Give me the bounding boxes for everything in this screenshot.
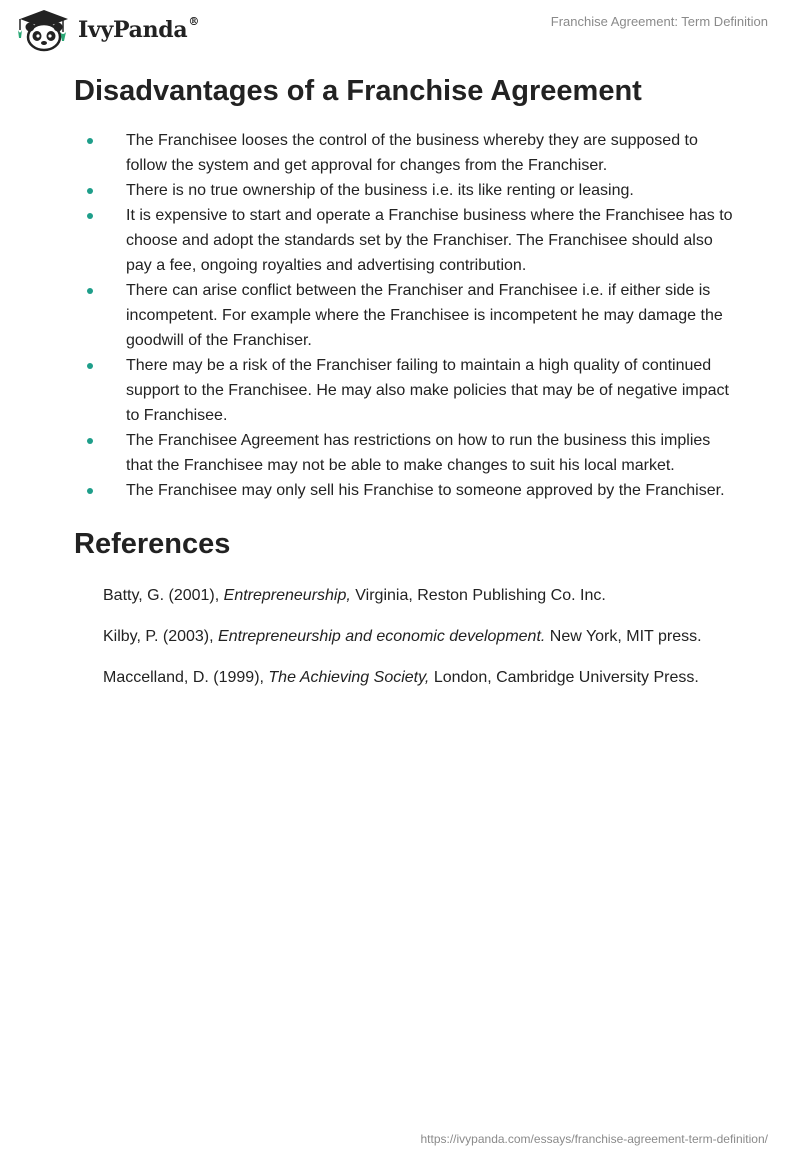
bullet-icon [87, 363, 93, 369]
bullet-icon [87, 438, 93, 444]
bullet-icon [87, 138, 93, 144]
list-item: There is no true ownership of the business i.e. its like renting or leasing. [74, 178, 734, 203]
list-item: There may be a risk of the Franchiser failing to maintain a high quality of continued support to the Franchisee. He may also make policies that may be of negative impact to Franchisee. [74, 353, 734, 428]
bullet-icon [87, 188, 93, 194]
essay-content [74, 72, 734, 706]
bullet-icon [87, 288, 93, 294]
document-title: Franchise Agreement: Term Definition [550, 14, 768, 29]
reference-item: Batty, G. (2001), Entrepreneurship, Virginia, Reston Publishing Co. Inc. [103, 587, 606, 604]
brand-name: IvyPanda® [78, 15, 200, 43]
page-header [0, 0, 800, 60]
list-item: The Franchisee Agreement has restrictions on how to run the business this implies that the Franchisee may not be able to make changes to suit his local market. [74, 428, 734, 478]
bullet-icon [87, 488, 93, 494]
list-item: There can arise conflict between the Franchiser and Franchisee i.e. if either side is incompetent. For example where the Franchisee is incompetent he may damage the goodwill of the Franchiser. [74, 278, 734, 353]
source-url-link[interactable]: https://ivypanda.com/essays/franchise-agreement-term-definition/ [420, 1132, 768, 1146]
references-heading: References [74, 528, 231, 560]
list-item: It is expensive to start and operate a Franchise business where the Franchisee has to choose and adopt the standards set by the Franchiser. The Franchisee should also pay a fee, ongoing royalties and advertising contribution. [74, 203, 734, 278]
disadvantages-heading: Disadvantages of a Franchise Agreement [74, 75, 642, 107]
panda-graduate-icon [16, 8, 72, 52]
reference-item: Maccelland, D. (1999), The Achieving Society, London, Cambridge University Press. [103, 669, 699, 686]
references-list [74, 583, 734, 690]
disadvantages-list [74, 128, 734, 503]
brand-logo[interactable] [16, 8, 199, 52]
list-item: The Franchisee looses the control of the business whereby they are supposed to follow the system and get approval for changes from the Franchiser. [74, 128, 734, 178]
bullet-icon [87, 213, 93, 219]
reference-item: Kilby, P. (2003), Entrepreneurship and economic development. New York, MIT press. [103, 628, 702, 645]
list-item: The Franchisee may only sell his Franchise to someone approved by the Franchiser. [74, 478, 734, 503]
